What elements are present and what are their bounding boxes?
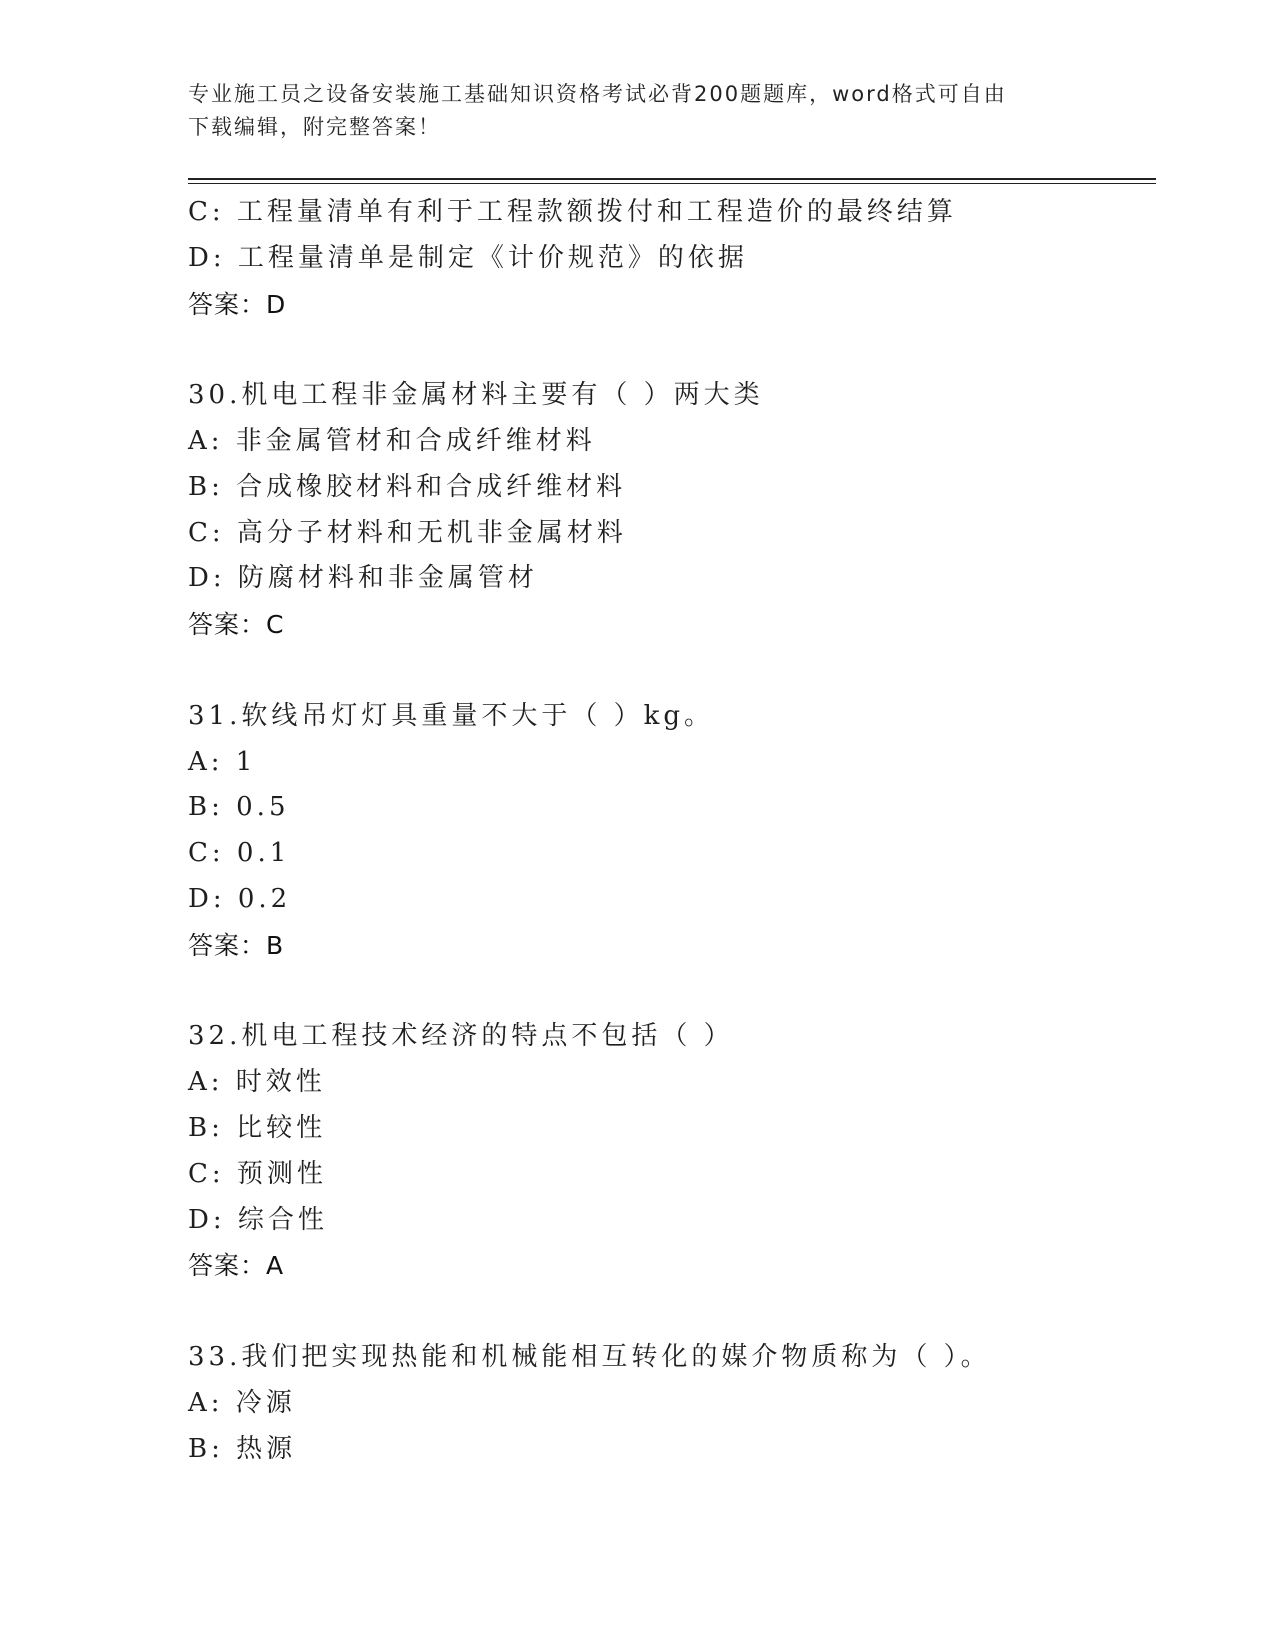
- spacer: [188, 327, 1148, 373]
- option-a: A: 非金属管材和合成纤维材料: [188, 425, 596, 456]
- answer: 答案：C: [188, 610, 285, 640]
- option-d: D: 0.2: [188, 883, 292, 914]
- option-a: A: 冷源: [188, 1387, 296, 1418]
- option-b: B: 0.5: [188, 792, 290, 823]
- option-b: B: 合成橡胶材料和合成纤维材料: [188, 471, 627, 502]
- question-stem-30: 30.机电工程非金属材料主要有（ ）两大类: [188, 380, 764, 411]
- header-line-2: 下载编辑，附完整答案！: [188, 115, 441, 139]
- header-divider: [188, 178, 1156, 180]
- option-d: D: 综合性: [188, 1204, 328, 1235]
- header-line-1: 专业施工员之设备安装施工基础知识资格考试必背200题题库，word格式可自由: [188, 82, 1007, 106]
- spacer: [188, 969, 1148, 1015]
- question-stem-33: 33.我们把实现热能和机械能相互转化的媒介物质称为（ ）。: [188, 1341, 991, 1372]
- option-d: D: 防腐材料和非金属管材: [188, 563, 538, 594]
- option-c: C: 工程量清单有利于工程款额拨付和工程造价的最终结算: [188, 197, 957, 227]
- question-stem-32: 32.机电工程技术经济的特点不包括（ ）: [188, 1021, 734, 1052]
- question-list: [188, 190, 1148, 1472]
- option-b: B: 比较性: [188, 1112, 327, 1143]
- answer: 答案：A: [188, 1251, 285, 1281]
- question-stem-31: 31.软线吊灯灯具重量不大于（ ）kg。: [188, 700, 715, 731]
- option-a: A: 时效性: [188, 1067, 326, 1098]
- option-d: D: 工程量清单是制定《计价规范》的依据: [188, 242, 748, 273]
- spacer: [188, 1289, 1148, 1335]
- option-c: C: 高分子材料和无机非金属材料: [188, 517, 627, 548]
- spacer: [188, 648, 1148, 694]
- answer: 答案：B: [188, 930, 285, 960]
- option-b: B: 热源: [188, 1433, 297, 1464]
- answer: 答案：D: [188, 289, 287, 319]
- header-divider-thin: [188, 183, 1156, 184]
- option-c: C: 预测性: [188, 1158, 327, 1189]
- option-a: A: 1: [188, 746, 257, 777]
- document-header: [188, 78, 1068, 144]
- option-c: C: 0.1: [188, 838, 291, 869]
